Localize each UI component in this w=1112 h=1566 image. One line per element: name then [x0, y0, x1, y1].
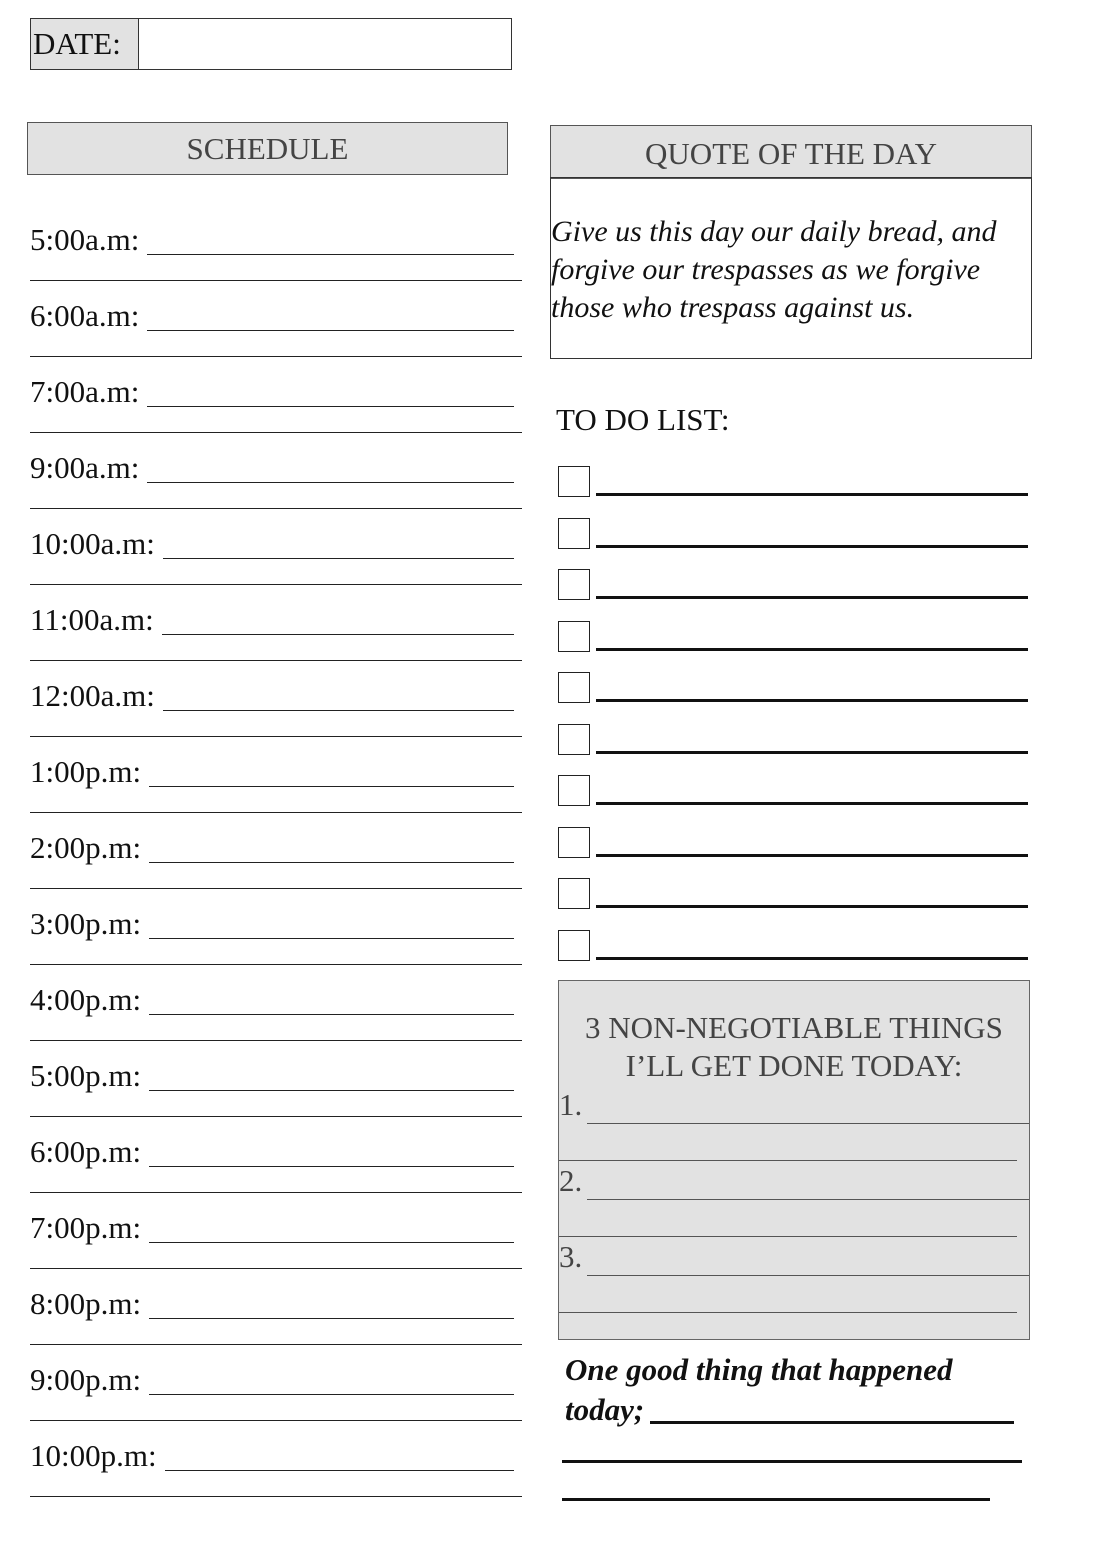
quote-box — [550, 177, 1032, 359]
schedule-entry-line[interactable] — [147, 254, 514, 255]
non-negotiables-title — [559, 1009, 1029, 1085]
schedule-row — [30, 600, 522, 676]
schedule-entry-line-extra[interactable] — [30, 356, 522, 357]
schedule-entry-line[interactable] — [163, 558, 514, 559]
good-thing-prompt — [565, 1350, 1025, 1430]
quote-title: QUOTE OF THE DAY — [645, 136, 937, 171]
schedule-time-label: 10:00p.m: — [30, 1438, 157, 1473]
schedule-time-label: 5:00p.m: — [30, 1058, 142, 1093]
todo-checkbox[interactable] — [558, 466, 590, 497]
non-negotiable-entry-line-extra[interactable] — [559, 1312, 1017, 1313]
todo-checkbox[interactable] — [558, 672, 590, 703]
todo-entry-line[interactable] — [596, 905, 1028, 908]
todo-entry-line[interactable] — [596, 545, 1028, 548]
good-thing-line2: today; — [565, 1392, 645, 1427]
todo-entry-line[interactable] — [596, 802, 1028, 805]
schedule-time-label: 8:00p.m: — [30, 1286, 142, 1321]
non-negotiable-number: 3. — [559, 1239, 583, 1274]
non-negotiables-title-line2: I’LL GET DONE TODAY: — [625, 1048, 963, 1083]
todo-entry-line[interactable] — [596, 854, 1028, 857]
schedule-entry-line-extra[interactable] — [30, 964, 522, 965]
schedule-entry-line-extra[interactable] — [30, 1040, 522, 1041]
non-negotiable-number: 2. — [559, 1163, 583, 1198]
schedule-entry-line-extra[interactable] — [30, 736, 522, 737]
non-negotiable-entry-line[interactable] — [587, 1199, 1029, 1200]
schedule-entry-line[interactable] — [149, 1242, 514, 1243]
schedule-entry-line-extra[interactable] — [30, 1496, 522, 1497]
schedule-entry-line[interactable] — [147, 330, 514, 331]
schedule-time-label: 9:00p.m: — [30, 1362, 142, 1397]
schedule-row — [30, 1208, 522, 1284]
schedule-entry-line[interactable] — [163, 710, 514, 711]
good-thing-answer-line-1[interactable] — [650, 1421, 1014, 1424]
schedule-entry-line[interactable] — [149, 1318, 514, 1319]
schedule-time-label: 12:00a.m: — [30, 678, 155, 713]
schedule-time-label: 7:00p.m: — [30, 1210, 142, 1245]
todo-label: TO DO LIST: — [556, 402, 730, 437]
todo-checkbox[interactable] — [558, 518, 590, 549]
todo-checkbox[interactable] — [558, 878, 590, 909]
non-negotiables-box — [558, 980, 1030, 1340]
schedule-entry-line[interactable] — [149, 1090, 514, 1091]
non-negotiables-title-line1: 3 NON-NEGOTIABLE THINGS — [585, 1010, 1003, 1045]
schedule-entry-line-extra[interactable] — [30, 888, 522, 889]
schedule-entry-line-extra[interactable] — [30, 812, 522, 813]
schedule-entry-line[interactable] — [147, 482, 514, 483]
non-negotiable-number: 1. — [559, 1087, 583, 1122]
date-section — [30, 18, 512, 70]
todo-checkbox[interactable] — [558, 621, 590, 652]
todo-item — [558, 775, 1028, 807]
schedule-entry-line-extra[interactable] — [30, 1192, 522, 1193]
schedule-entry-line-extra[interactable] — [30, 1116, 522, 1117]
todo-entry-line[interactable] — [596, 648, 1028, 651]
schedule-entry-line[interactable] — [149, 862, 514, 863]
schedule-row — [30, 1436, 522, 1512]
schedule-entry-line-extra[interactable] — [30, 1268, 522, 1269]
schedule-time-label: 10:00a.m: — [30, 526, 155, 561]
schedule-entry-line-extra[interactable] — [30, 280, 522, 281]
schedule-row — [30, 1360, 522, 1436]
todo-item — [558, 724, 1028, 756]
schedule-header — [27, 122, 508, 175]
schedule-title: SCHEDULE — [186, 131, 349, 166]
schedule-row — [30, 524, 522, 600]
schedule-entry-line[interactable] — [149, 1394, 514, 1395]
schedule-row — [30, 980, 522, 1056]
todo-item — [558, 518, 1028, 550]
schedule-time-label: 6:00p.m: — [30, 1134, 142, 1169]
schedule-entry-line[interactable] — [147, 406, 514, 407]
todo-checkbox[interactable] — [558, 827, 590, 858]
todo-entry-line[interactable] — [596, 751, 1028, 754]
schedule-row — [30, 1284, 522, 1360]
schedule-time-label: 6:00a.m: — [30, 298, 140, 333]
schedule-time-label: 4:00p.m: — [30, 982, 142, 1017]
todo-entry-line[interactable] — [596, 957, 1028, 960]
good-thing-line1: One good thing that happened — [565, 1352, 953, 1387]
non-negotiable-item — [559, 1161, 1029, 1237]
quote-text: Give us this day our daily bread, and forgive our trespasses as we forgive those who trespass against us. — [551, 215, 997, 324]
todo-entry-line[interactable] — [596, 596, 1028, 599]
schedule-row — [30, 1056, 522, 1132]
schedule-entry-line-extra[interactable] — [30, 584, 522, 585]
schedule-time-label: 11:00a.m: — [30, 602, 154, 637]
non-negotiable-item — [559, 1085, 1029, 1161]
schedule-entry-line[interactable] — [149, 1014, 514, 1015]
todo-item — [558, 672, 1028, 704]
schedule-entry-line-extra[interactable] — [30, 660, 522, 661]
schedule-time-label: 1:00p.m: — [30, 754, 142, 789]
schedule-entry-line-extra[interactable] — [30, 508, 522, 509]
good-thing-answer-line-3[interactable] — [562, 1498, 990, 1501]
todo-entry-line[interactable] — [596, 699, 1028, 702]
schedule-row — [30, 828, 522, 904]
schedule-entry-line-extra[interactable] — [30, 1344, 522, 1345]
date-field[interactable] — [139, 19, 511, 69]
schedule-row — [30, 220, 522, 296]
quote-header — [550, 125, 1032, 179]
non-negotiable-entry-line[interactable] — [587, 1275, 1029, 1276]
todo-item — [558, 569, 1028, 601]
schedule-time-label: 5:00a.m: — [30, 222, 140, 257]
todo-entry-line[interactable] — [596, 493, 1028, 496]
non-negotiable-item — [559, 1237, 1029, 1313]
date-label: DATE: — [31, 19, 139, 69]
schedule-row — [30, 1132, 522, 1208]
schedule-row — [30, 372, 522, 448]
schedule-entry-line-extra[interactable] — [30, 1420, 522, 1421]
non-negotiable-entry-line[interactable] — [587, 1123, 1029, 1124]
schedule-time-label: 7:00a.m: — [30, 374, 140, 409]
todo-item — [558, 621, 1028, 653]
todo-item — [558, 466, 1028, 498]
schedule-row — [30, 296, 522, 372]
schedule-time-label: 3:00p.m: — [30, 906, 142, 941]
todo-checkbox[interactable] — [558, 724, 590, 755]
good-thing-answer-line-2[interactable] — [562, 1460, 1022, 1463]
schedule-entry-line[interactable] — [149, 1166, 514, 1167]
todo-checkbox[interactable] — [558, 930, 590, 961]
todo-item — [558, 878, 1028, 910]
todo-checkbox[interactable] — [558, 569, 590, 600]
schedule-row — [30, 676, 522, 752]
schedule-entry-line-extra[interactable] — [30, 432, 522, 433]
schedule-entry-line[interactable] — [165, 1470, 514, 1471]
schedule-time-label: 9:00a.m: — [30, 450, 140, 485]
schedule-row — [30, 448, 522, 524]
schedule-row — [30, 904, 522, 980]
schedule-entry-line[interactable] — [149, 938, 514, 939]
schedule-entry-line[interactable] — [162, 634, 514, 635]
schedule-time-label: 2:00p.m: — [30, 830, 142, 865]
todo-checkbox[interactable] — [558, 775, 590, 806]
todo-item — [558, 930, 1028, 962]
schedule-entry-line[interactable] — [149, 786, 514, 787]
schedule-row — [30, 752, 522, 828]
todo-item — [558, 827, 1028, 859]
